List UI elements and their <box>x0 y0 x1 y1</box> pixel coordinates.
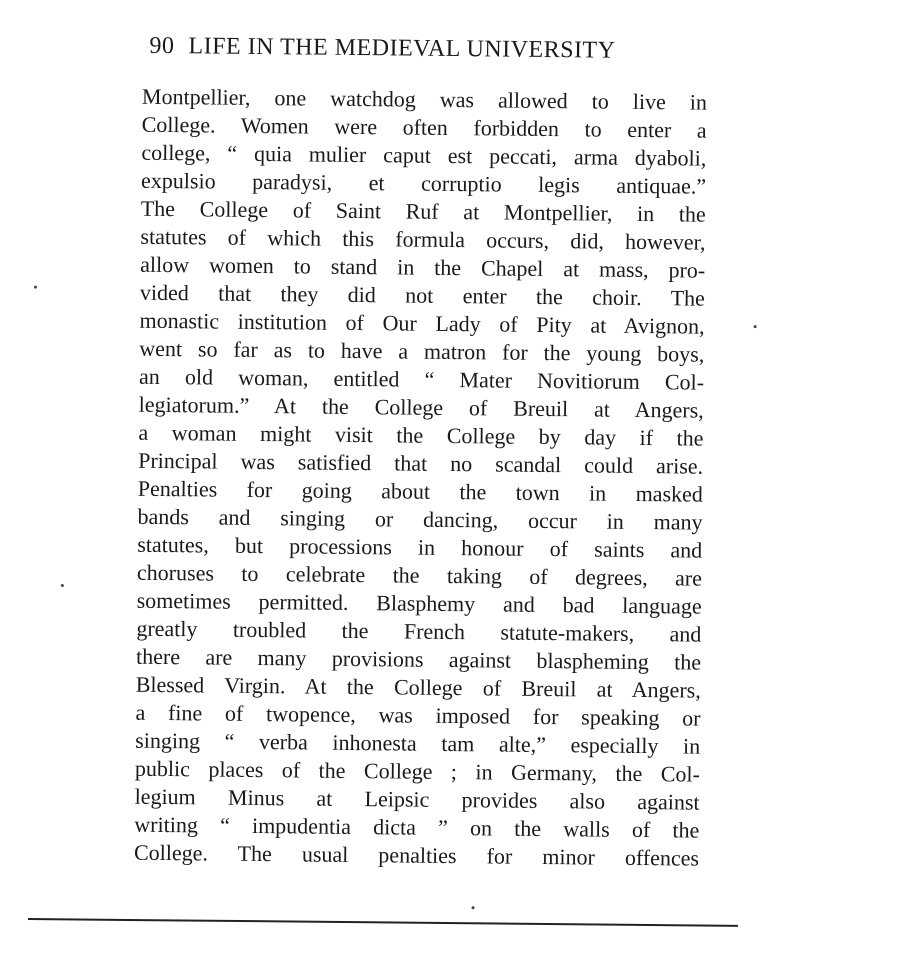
text-line: a fine of twopence, was imposed for speaking or <box>135 699 701 731</box>
scan-speck <box>34 286 37 289</box>
text-line: public places of the College ; in Germany, the Col- <box>134 755 701 787</box>
text-line: writing “ impudentia dicta ” on the walls of the <box>134 811 700 843</box>
text-line: The College of Saint Ruf at Montpellier, in the <box>140 195 706 227</box>
scan-speck <box>471 906 474 909</box>
page-header <box>149 33 694 66</box>
text-line: there are many provisions against blaspheming the <box>135 643 702 675</box>
running-title: LIFE IN THE MEDIEVAL UNIVERSITY <box>188 33 616 64</box>
text-line: a woman might visit the College by day if the <box>138 419 704 451</box>
text-line: Penalties for going about the town in masked <box>137 475 703 507</box>
text-line: Blessed Virgin. At the College of Breuil at Angers, <box>135 671 701 703</box>
text-line: an old woman, entitled “ Mater Novitiorum Col- <box>138 363 705 395</box>
text-line: Principal was satisfied that no scandal could arise. <box>138 447 704 479</box>
text-line: bands and singing or dancing, occur in many <box>137 503 703 535</box>
text-line: choruses to celebrate the taking of degrees, are <box>136 559 703 591</box>
scan-speck <box>61 584 64 587</box>
text-line: monastic institution of Our Lady of Pity at Avignon, <box>139 307 705 339</box>
text-line: expulsio paradysi, et corruptio legis antiquae.” <box>140 167 707 199</box>
text-line: singing “ verba inhonesta tam alte,” especially in <box>135 727 701 759</box>
text-line: vided that they did not enter the choir. The <box>139 279 706 311</box>
text-line: legium Minus at Leipsic provides also against <box>134 783 700 815</box>
text-line: sometimes permitted. Blasphemy and bad language <box>136 587 702 619</box>
text-line: greatly troubled the French statute-makers, and <box>136 615 702 647</box>
text-line: statutes, but processions in honour of saints and <box>137 531 703 563</box>
text-line: college, “ quia mulier caput est peccati, arma dyaboli, <box>141 139 707 171</box>
text-line: allow women to stand in the Chapel at mass, pro- <box>140 251 706 283</box>
text-line: College. Women were often forbidden to enter a <box>141 111 707 143</box>
text-line: Montpellier, one watchdog was allowed to live in <box>141 83 708 115</box>
text-line: went so far as to have a matron for the young boys, <box>139 335 705 367</box>
page-number: 90 <box>149 32 175 60</box>
text-line: statutes of which this formula occurs, did, however, <box>140 223 706 255</box>
text-line: College. The usual penalties for minor offences <box>133 839 700 871</box>
text-line: legiatorum.” At the College of Breuil at Angers, <box>138 391 704 423</box>
body-text <box>134 83 707 873</box>
scan-speck <box>754 325 757 328</box>
